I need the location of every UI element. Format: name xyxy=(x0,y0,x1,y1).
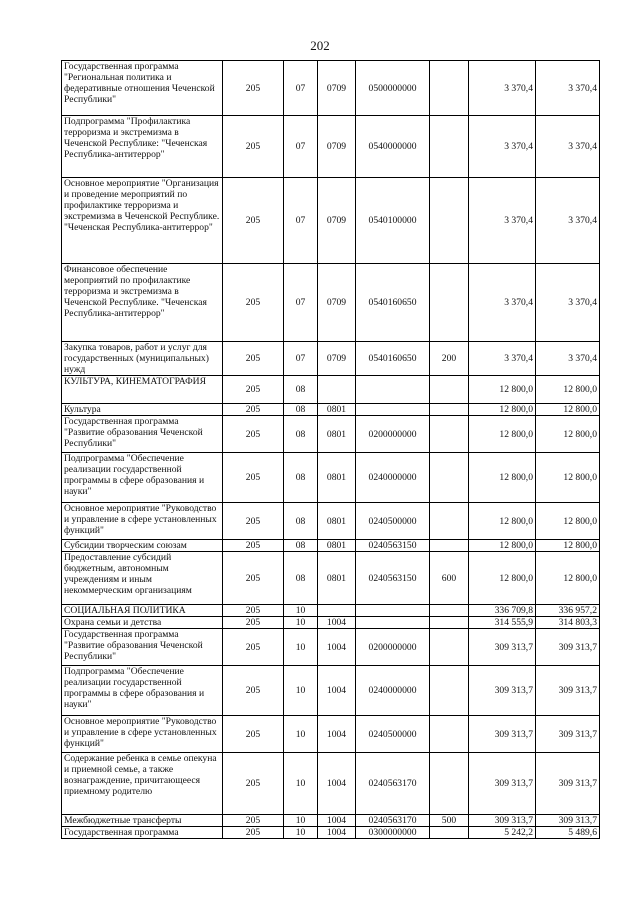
row-pr: 0801 xyxy=(318,540,356,552)
row-sum-2: 12 800,0 xyxy=(536,540,600,552)
row-vr xyxy=(430,666,469,716)
row-sum-1: 3 370,4 xyxy=(469,61,536,116)
row-csr xyxy=(356,617,430,629)
row-rz: 07 xyxy=(284,116,318,178)
row-vr xyxy=(430,716,469,753)
row-pr: 1004 xyxy=(318,716,356,753)
row-ved: 205 xyxy=(223,540,284,552)
row-sum-1: 12 800,0 xyxy=(469,416,536,453)
row-pr: 0801 xyxy=(318,416,356,453)
row-name: Основное мероприятие "Руководство и управление в сфере установленных функций" xyxy=(62,716,223,753)
row-pr: 0709 xyxy=(318,116,356,178)
row-rz: 10 xyxy=(284,605,318,617)
row-pr: 1004 xyxy=(318,629,356,666)
row-ved: 205 xyxy=(223,376,284,404)
row-sum-2: 12 800,0 xyxy=(536,503,600,540)
row-sum-2: 309 313,7 xyxy=(536,716,600,753)
row-rz: 07 xyxy=(284,264,318,342)
row-ved: 205 xyxy=(223,342,284,376)
row-vr xyxy=(430,827,469,839)
row-csr xyxy=(356,605,430,617)
row-sum-2: 12 800,0 xyxy=(536,376,600,404)
row-ved: 205 xyxy=(223,61,284,116)
table-row xyxy=(62,753,600,815)
row-name: Государственная программа "Развитие образования Чеченской Республики" xyxy=(62,416,223,453)
row-vr xyxy=(430,503,469,540)
row-sum-1: 12 800,0 xyxy=(469,540,536,552)
row-ved: 205 xyxy=(223,116,284,178)
row-pr xyxy=(318,376,356,404)
row-vr xyxy=(430,453,469,503)
row-csr: 0240563170 xyxy=(356,815,430,827)
row-vr: 200 xyxy=(430,342,469,376)
row-pr: 0709 xyxy=(318,264,356,342)
table-row xyxy=(62,540,600,552)
table-row xyxy=(62,827,600,839)
row-name: Предоставление субсидий бюджетным, автономным учреждениям и иным некоммерческим организациям xyxy=(62,552,223,605)
row-csr: 0200000000 xyxy=(356,629,430,666)
row-pr: 1004 xyxy=(318,617,356,629)
row-rz: 10 xyxy=(284,815,318,827)
row-csr: 0240500000 xyxy=(356,503,430,540)
row-csr xyxy=(356,404,430,416)
row-rz: 10 xyxy=(284,617,318,629)
table-row xyxy=(62,666,600,716)
row-name: Подпрограмма "Профилактика терроризма и экстремизма в Чеченской Республике: "Чеченская Республика-антитеррор" xyxy=(62,116,223,178)
row-pr: 0801 xyxy=(318,503,356,540)
row-ved: 205 xyxy=(223,453,284,503)
row-rz: 10 xyxy=(284,716,318,753)
row-rz: 10 xyxy=(284,666,318,716)
row-pr: 0801 xyxy=(318,552,356,605)
row-sum-2: 3 370,4 xyxy=(536,61,600,116)
row-sum-1: 5 242,2 xyxy=(469,827,536,839)
row-name: Основное мероприятие "Организация и проведение мероприятий по профилактике терроризма и экстремизма в Чеченской Республике. "Чеченская Республика-антитеррор" xyxy=(62,178,223,264)
row-csr: 0540000000 xyxy=(356,116,430,178)
row-rz: 10 xyxy=(284,827,318,839)
row-rz: 08 xyxy=(284,404,318,416)
row-csr: 0240500000 xyxy=(356,716,430,753)
row-sum-1: 3 370,4 xyxy=(469,264,536,342)
row-csr xyxy=(356,376,430,404)
row-sum-2: 336 957,2 xyxy=(536,605,600,617)
row-sum-1: 309 313,7 xyxy=(469,815,536,827)
row-vr xyxy=(430,416,469,453)
row-vr xyxy=(430,264,469,342)
row-ved: 205 xyxy=(223,629,284,666)
row-pr: 1004 xyxy=(318,666,356,716)
row-sum-2: 314 803,3 xyxy=(536,617,600,629)
row-name: Межбюджетные трансферты xyxy=(62,815,223,827)
row-sum-2: 3 370,4 xyxy=(536,342,600,376)
row-ved: 205 xyxy=(223,404,284,416)
row-sum-1: 12 800,0 xyxy=(469,552,536,605)
row-sum-1: 309 313,7 xyxy=(469,753,536,815)
row-sum-1: 314 555,9 xyxy=(469,617,536,629)
table-row xyxy=(62,617,600,629)
row-ved: 205 xyxy=(223,815,284,827)
row-csr: 0540160650 xyxy=(356,342,430,376)
table-row xyxy=(62,264,600,342)
row-ved: 205 xyxy=(223,753,284,815)
row-csr: 0500000000 xyxy=(356,61,430,116)
row-sum-2: 309 313,7 xyxy=(536,629,600,666)
row-csr: 0540160650 xyxy=(356,264,430,342)
row-ved: 205 xyxy=(223,264,284,342)
row-sum-2: 3 370,4 xyxy=(536,178,600,264)
row-vr xyxy=(430,629,469,666)
row-sum-1: 12 800,0 xyxy=(469,453,536,503)
row-pr: 0801 xyxy=(318,453,356,503)
row-sum-2: 309 313,7 xyxy=(536,666,600,716)
row-vr: 500 xyxy=(430,815,469,827)
table-row xyxy=(62,404,600,416)
row-ved: 205 xyxy=(223,716,284,753)
row-pr: 1004 xyxy=(318,753,356,815)
row-sum-1: 12 800,0 xyxy=(469,376,536,404)
row-vr xyxy=(430,605,469,617)
row-vr: 600 xyxy=(430,552,469,605)
table-row xyxy=(62,503,600,540)
row-name: КУЛЬТУРА, КИНЕМАТОГРАФИЯ xyxy=(62,376,223,404)
row-rz: 10 xyxy=(284,629,318,666)
table-row xyxy=(62,376,600,404)
table-body xyxy=(62,61,600,839)
row-vr xyxy=(430,753,469,815)
row-name: Финансовое обеспечение мероприятий по профилактике терроризма и экстремизма в Чеченской Республике. "Чеченская Республика-антитеррор" xyxy=(62,264,223,342)
row-sum-2: 5 489,6 xyxy=(536,827,600,839)
row-sum-1: 309 313,7 xyxy=(469,629,536,666)
row-ved: 205 xyxy=(223,617,284,629)
row-csr: 0240563150 xyxy=(356,552,430,605)
row-vr xyxy=(430,178,469,264)
table-row xyxy=(62,116,600,178)
row-sum-1: 3 370,4 xyxy=(469,178,536,264)
budget-table xyxy=(61,60,600,839)
row-ved: 205 xyxy=(223,552,284,605)
row-name: Государственная программа xyxy=(62,827,223,839)
row-rz: 08 xyxy=(284,552,318,605)
row-name: Закупка товаров, работ и услуг для государственных (муниципальных) нужд xyxy=(62,342,223,376)
row-pr: 0709 xyxy=(318,61,356,116)
row-vr xyxy=(430,116,469,178)
row-rz: 08 xyxy=(284,453,318,503)
row-sum-1: 3 370,4 xyxy=(469,116,536,178)
row-name: Основное мероприятие "Руководство и управление в сфере установленных функций" xyxy=(62,503,223,540)
row-ved: 205 xyxy=(223,416,284,453)
row-sum-1: 3 370,4 xyxy=(469,342,536,376)
row-csr: 0200000000 xyxy=(356,416,430,453)
row-sum-2: 3 370,4 xyxy=(536,264,600,342)
row-rz: 07 xyxy=(284,61,318,116)
row-name: Государственная программа "Региональная политика и федеративные отношения Чеченской Республики" xyxy=(62,61,223,116)
row-name: Культура xyxy=(62,404,223,416)
table-row xyxy=(62,629,600,666)
row-sum-2: 12 800,0 xyxy=(536,453,600,503)
row-pr: 0801 xyxy=(318,404,356,416)
row-pr: 0709 xyxy=(318,178,356,264)
row-sum-1: 12 800,0 xyxy=(469,404,536,416)
page-number: 202 xyxy=(310,38,330,53)
row-rz: 08 xyxy=(284,416,318,453)
row-sum-2: 309 313,7 xyxy=(536,753,600,815)
table-row xyxy=(62,342,600,376)
row-vr xyxy=(430,540,469,552)
row-rz: 08 xyxy=(284,540,318,552)
row-ved: 205 xyxy=(223,178,284,264)
row-pr xyxy=(318,605,356,617)
table-row xyxy=(62,815,600,827)
table-row xyxy=(62,552,600,605)
table-row xyxy=(62,61,600,116)
row-rz: 08 xyxy=(284,376,318,404)
row-csr: 0240563150 xyxy=(356,540,430,552)
table-row xyxy=(62,716,600,753)
row-csr: 0300000000 xyxy=(356,827,430,839)
row-sum-2: 12 800,0 xyxy=(536,404,600,416)
row-sum-2: 12 800,0 xyxy=(536,552,600,605)
row-sum-1: 309 313,7 xyxy=(469,716,536,753)
row-vr xyxy=(430,61,469,116)
row-ved: 205 xyxy=(223,666,284,716)
row-sum-2: 309 313,7 xyxy=(536,815,600,827)
row-name: Подпрограмма "Обеспечение реализации государственной программы в сфере образования и науки" xyxy=(62,453,223,503)
row-sum-2: 12 800,0 xyxy=(536,416,600,453)
row-name: Субсидии творческим союзам xyxy=(62,540,223,552)
row-rz: 07 xyxy=(284,178,318,264)
row-csr: 0540100000 xyxy=(356,178,430,264)
row-sum-1: 336 709,8 xyxy=(469,605,536,617)
row-csr: 0240000000 xyxy=(356,453,430,503)
row-sum-1: 12 800,0 xyxy=(469,503,536,540)
row-name: Содержание ребенка в семье опекуна и приемной семье, а также вознаграждение, причитающееся приемному родителю xyxy=(62,753,223,815)
row-name: СОЦИАЛЬНАЯ ПОЛИТИКА xyxy=(62,605,223,617)
row-pr: 1004 xyxy=(318,827,356,839)
row-ved: 205 xyxy=(223,503,284,540)
row-sum-2: 3 370,4 xyxy=(536,116,600,178)
table-row xyxy=(62,605,600,617)
row-ved: 205 xyxy=(223,605,284,617)
table-row xyxy=(62,416,600,453)
row-csr: 0240000000 xyxy=(356,666,430,716)
row-vr xyxy=(430,617,469,629)
row-name: Подпрограмма "Обеспечение реализации государственной программы в сфере образования и науки" xyxy=(62,666,223,716)
row-rz: 07 xyxy=(284,342,318,376)
row-csr: 0240563170 xyxy=(356,753,430,815)
row-rz: 10 xyxy=(284,753,318,815)
row-vr xyxy=(430,376,469,404)
row-sum-1: 309 313,7 xyxy=(469,666,536,716)
row-ved: 205 xyxy=(223,827,284,839)
row-pr: 1004 xyxy=(318,815,356,827)
row-name: Охрана семьи и детства xyxy=(62,617,223,629)
table-row xyxy=(62,178,600,264)
row-rz: 08 xyxy=(284,503,318,540)
table-row xyxy=(62,453,600,503)
row-name: Государственная программа "Развитие образования Чеченской Республики" xyxy=(62,629,223,666)
row-pr: 0709 xyxy=(318,342,356,376)
row-vr xyxy=(430,404,469,416)
